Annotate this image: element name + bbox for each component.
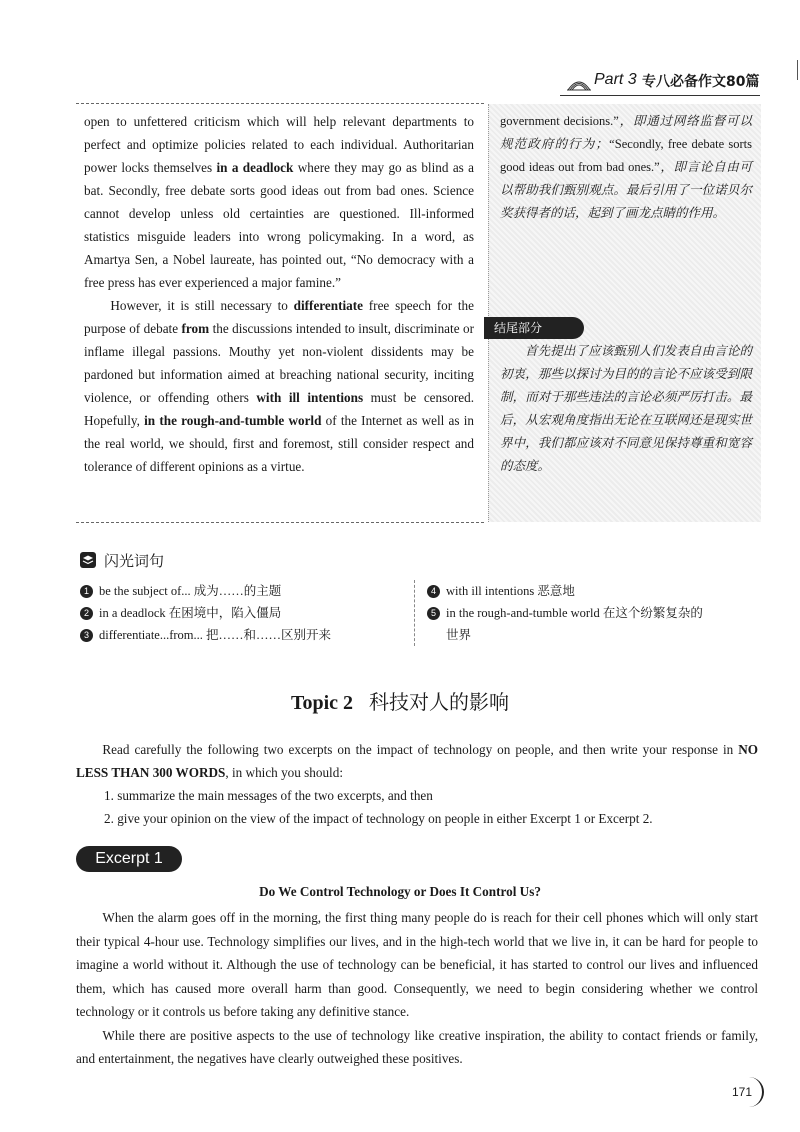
vocab-item-continuation: 世界 — [446, 628, 472, 642]
excerpt-tag: Excerpt 1 — [76, 846, 182, 872]
conclusion-label: 结尾部分 — [484, 317, 584, 339]
book-stripes-icon — [566, 74, 592, 92]
header-title: 专八必备作文80篇 — [642, 74, 760, 90]
essay-text — [84, 110, 474, 478]
layers-icon — [80, 552, 96, 568]
page-edge-line — [797, 60, 798, 80]
header-rule — [560, 95, 760, 96]
excerpt-title: Do We Control Technology or Does It Control Us? — [259, 884, 541, 899]
vocab-item: 4 with ill intentions 恶意地 — [427, 580, 757, 602]
header-part: Part 3 — [594, 71, 637, 88]
essay-paragraph-1: open to unfettered criticism which will help relevant departments to perfect and optimize policies related to each individual. Authoritarian power locks themselves in a deadlock where they may go as blind as a bat. Secondly, free debate sorts good ideas out from bad ones. Science cannot develop unless old certainties are questioned. Ill-informed statistics misguide leaders into wrong policymaking. In a word, as Amartya Sen, a Nobel laureate, has pointed out, “No democracy with a free press has ever experienced a major famine.” — [84, 114, 475, 290]
vocab-list-left — [80, 580, 331, 646]
instruction-lead: Read carefully the following two excerpts on the impact of technology on people, and then write your response in NO LESS THAN 300 WORDS, in which you should: — [76, 742, 758, 780]
task-instructions — [76, 738, 758, 830]
page-number: 171 — [722, 1077, 764, 1107]
excerpt-body — [76, 906, 758, 1071]
vocab-item: 1 be the subject of... 成为……的主题 — [80, 580, 331, 602]
instruction-item-2: 2. give your opinion on the view of the impact of technology on people in either Excerpt 1 or Excerpt 2. — [104, 811, 653, 826]
vocab-list-right — [427, 580, 757, 646]
vocab-item: 5 in the rough-and-tumble world 在这个纷繁复杂的 — [427, 602, 757, 624]
divider-bottom — [76, 522, 484, 523]
vocab-item: 3 differentiate...from... 把……和……区别开来 — [80, 624, 331, 646]
instruction-item-1: 1. summarize the main messages of the two excerpts, and then — [104, 788, 433, 803]
annotation-body-analysis: government decisions.”，即通过网络监督可以规范政府的行为；“Secondly, free debate sorts good ideas out from bad ones.”，即言论自由可以帮助我们甄别观点。最后引用了一位诺贝尔奖获得者的话，起到了画龙点睛的作用。 — [500, 114, 752, 220]
topic-heading: Topic 2 科技对人的影响 — [290, 690, 510, 714]
divider-top — [76, 103, 484, 104]
annotation-conclusion: 首先提出了应该甄别人们发表自由言论的初衷，那些以探讨为目的的言论不应该受到限制，而对于那些违法的言论必须严厉打击。最后，从宏观角度指出无论在互联网还是现实世界中，我们都应该对不同意见保持尊重和宽容的态度。 — [500, 344, 752, 473]
excerpt-paragraph-1: When the alarm goes off in the morning, the first thing many people do is reach for their cell phones which will only start their typical 4-hour use. Technology simplifies our lives, and in the high-tech world that we live in, it can be hard for people to imagine a world without it. Although the use of technology can be beneficial, it has started to control our lives and influenced them, which has caused more overall harm than good. Consequently, we need to begin considering whether we control technology or it controls us before taking any definitive stance. — [76, 910, 758, 1019]
essay-paragraph-2: However, it is still necessary to differentiate free speech for the purpose of debate from the discussions intended to insult, discriminate or inflame illegal passions. Mouthy yet non-violent dissidents may be pardoned but information aimed at breaching national security, inciting violence, or offending others with ill intentions must be censored. Hopefully, in the rough-and-tumble world of the Internet as well as in the real world, we should, first and foremost, still consider respect and tolerance of different opinions as a virtue. — [84, 298, 475, 474]
excerpt-paragraph-2: While there are positive aspects to the use of technology like creative inspiration, the ability to contact friends or family, and entertainment, the negatives have clearly outweighed these positives. — [76, 1027, 758, 1066]
flash-words-title: 闪光词句 — [104, 552, 165, 570]
vocab-item: 2 in a deadlock 在困境中，陷入僵局 — [80, 602, 331, 624]
vocab-divider — [414, 580, 415, 646]
